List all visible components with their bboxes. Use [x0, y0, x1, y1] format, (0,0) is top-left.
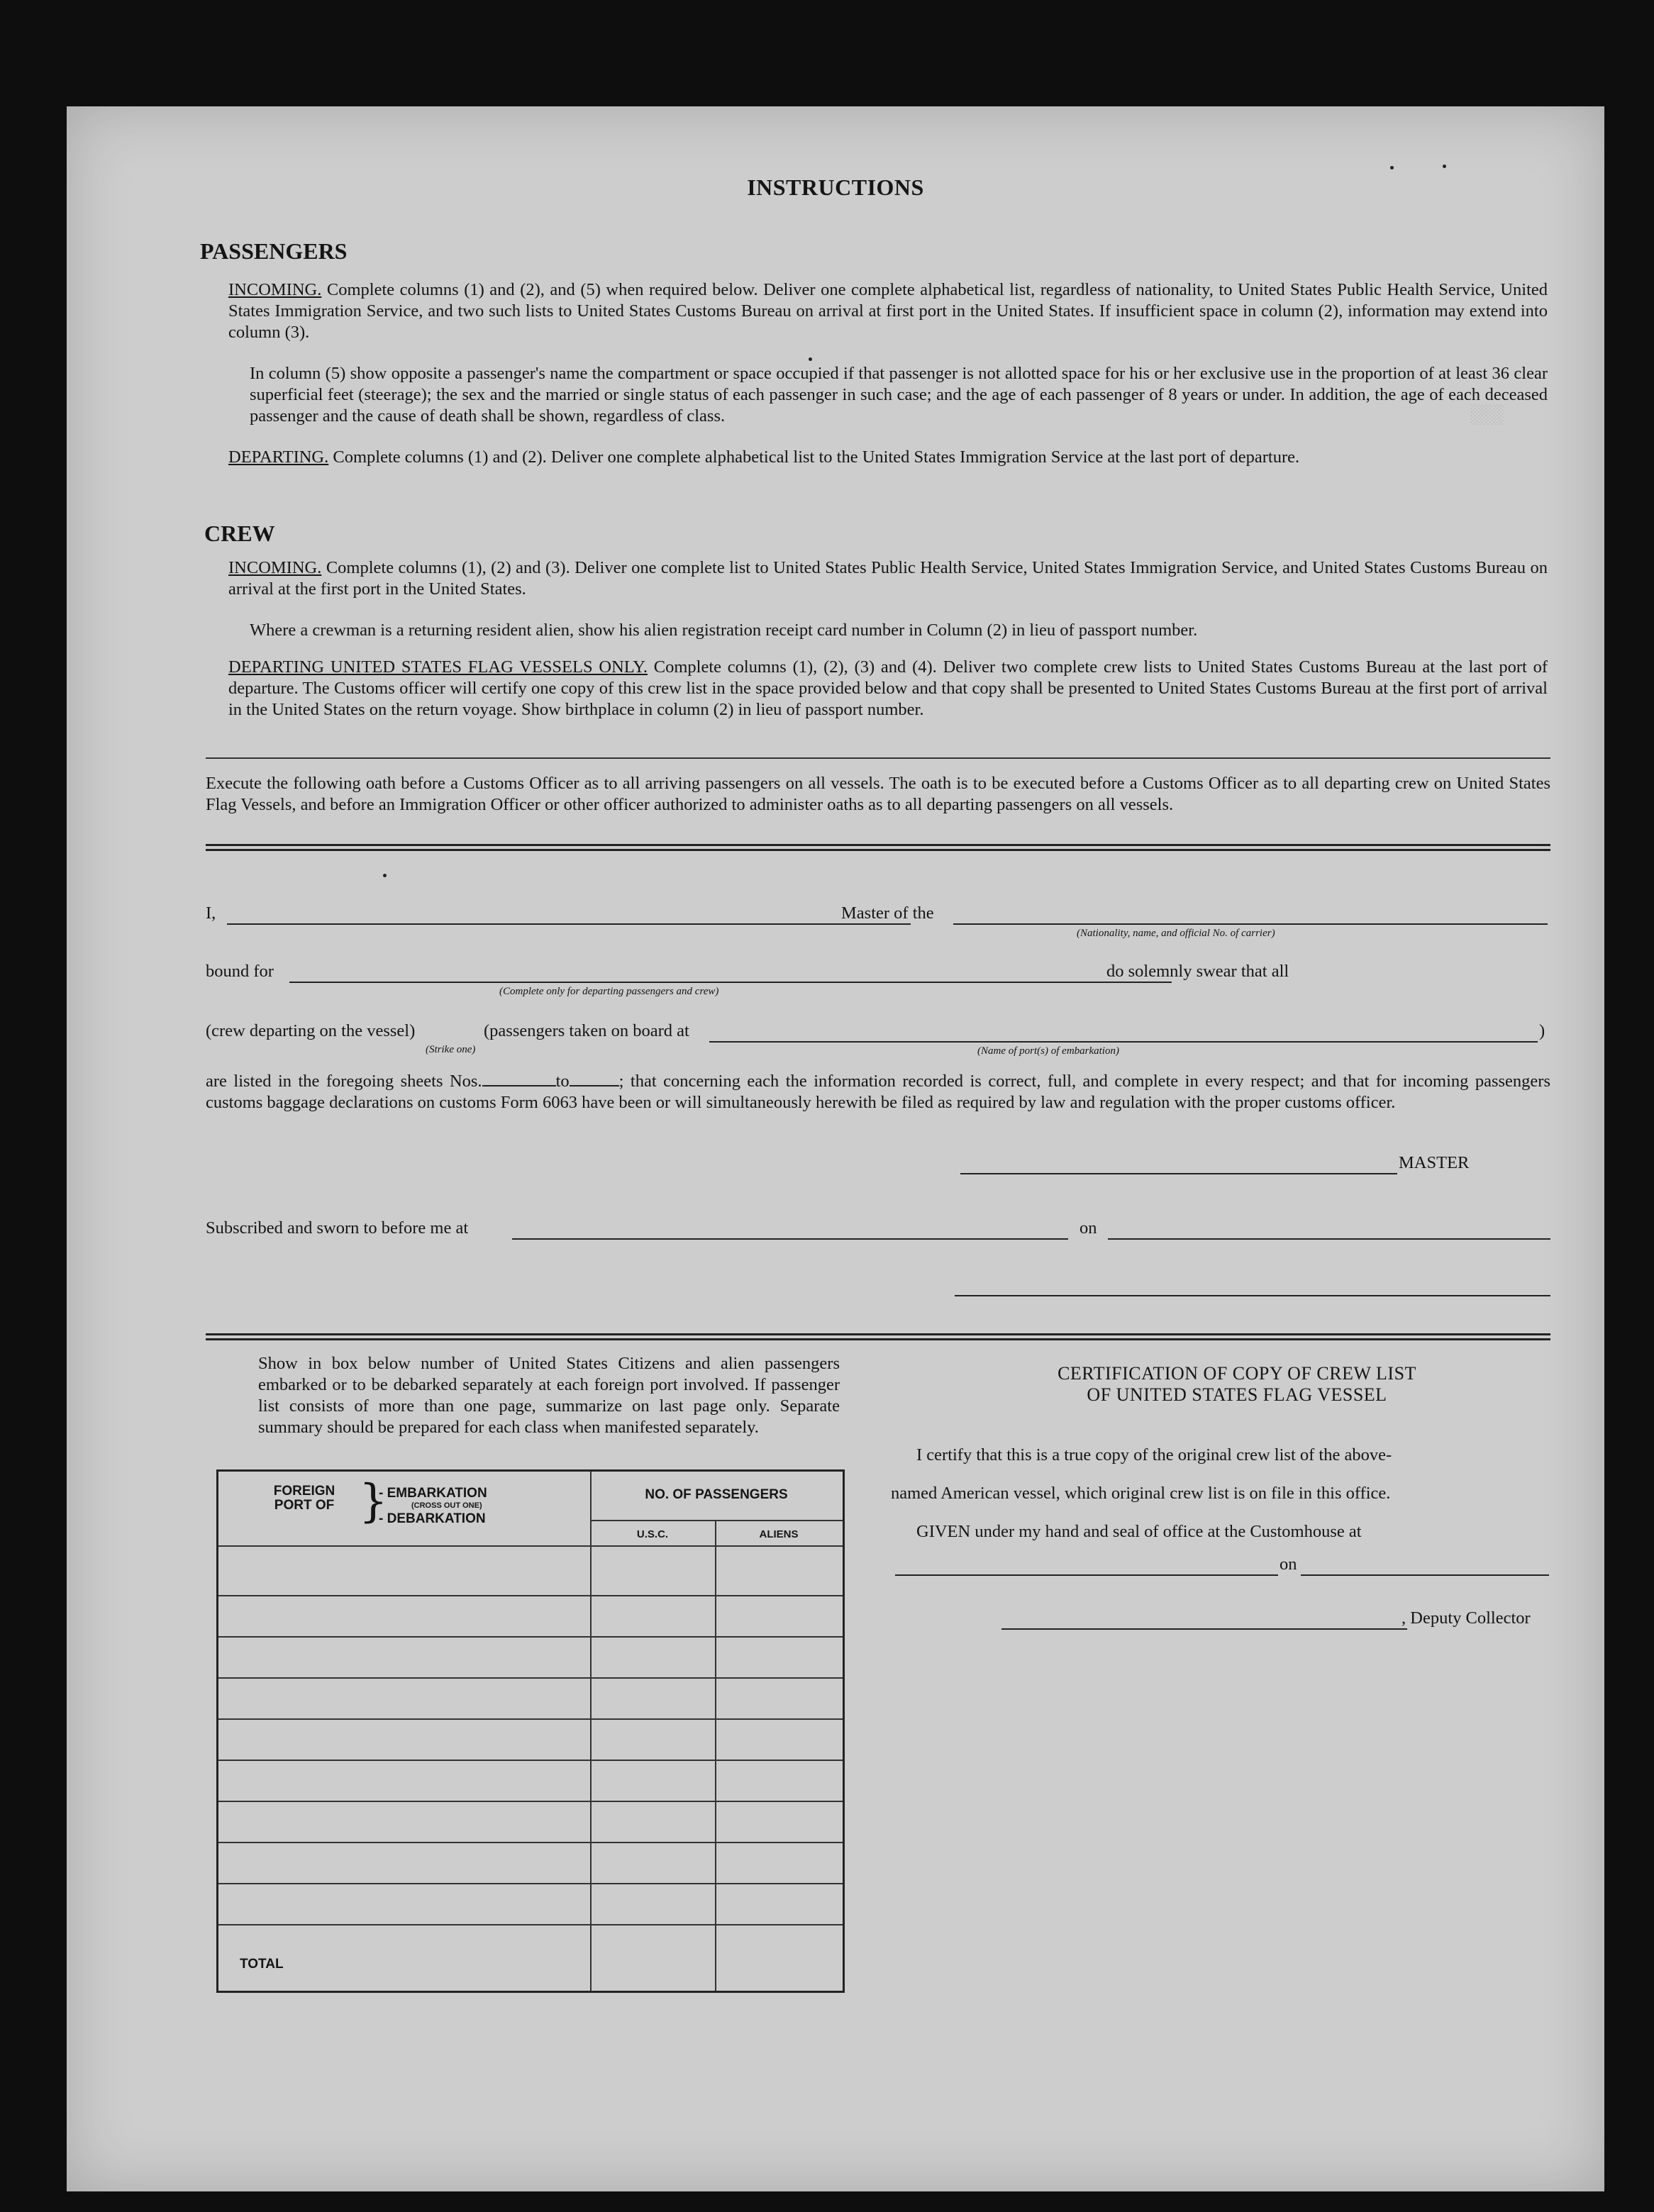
double-divider: [206, 844, 1550, 851]
passengers-incoming-paragraph: [228, 279, 1548, 343]
given-line: GIVEN under my hand and seal of office at the Customhouse at: [916, 1522, 1362, 1541]
passengers-departing-paragraph: [228, 447, 1548, 468]
ports-note: (Name of port(s) of embarkation): [977, 1045, 1119, 1057]
oath-master-of: Master of the: [841, 904, 934, 923]
passengers-column5-paragraph: In column (5) show opposite a passenger's name the compartment or space occupied if that passenger is not allotted space for his or her exclusive use in the proportion of at least 36 clear superficial feet (steerage); the sex and the married or single status of each passenger in such case; and the age of each passenger of 8 years or under. In addition, the age of each deceased passenger and the cause of death shall be shown, regardless of class.: [250, 364, 1548, 426]
document-page: ░░░ INSTRUCTIONS PASSENGERS INCOMING. Complete columns (1) and (2), and (5) when required below. Deliver one complete alphabetical list, regardless of nationality, to United States Public Health Service, United States Immigration Service, and two such lists to United States Customs Bureau on arrival at first port in the United States. If insufficient space in column (2), information may extend into column (3). In column (5) show opposite a passenger's name the compartment or space occupied if that passenger is not allotted space for his or her exclusive use in the proportion of at least 36 clear superficial feet (steerage); the sex and the married or single status of each passenger in such case; and the age of each passenger of 8 years or under. In addition, the age of each deceased passenger and the cause of death shall be shown, regardless of class. DEPARTING. Complete columns (1) and (2). Deliver one complete alphabetical list to the United States Immigration Service at the last port of departure. CREW INCOMING. Complete columns (1), (2) and (3). Deliver one complete list to United States Public Health Service, United States Immigration Service, and United States Customs Bureau on arrival at the first port in the United States. Where a crewman is a returning resident alien, show his alien registration receipt card number in Column (2) in lieu of passport number. DEPARTING UNITED STATES FLAG VESSELS ONLY. Complete columns (1), (2), (3) and (4). Deliver two complete crew lists to United States Customs Bureau at the last port of departure. The Customs officer will certify one copy of this crew list in the space provided below and that copy shall be presented to United States Customs Bureau at the first port of arrival in the United States on the return voyage. Show birthplace in column (2) in lieu of passport number. Execute the following oath before a Customs Officer as to all arriving passengers on all vessels. The oath is to be executed before a Customs Officer as to all departing crew on United States Flag Vessels, and before an Immigration Officer or other officer authorized to administer oaths as to all departing passengers on all vessels. I, Master of the (Nationality, name, and official No. of carrier) bound for (Complete only for departing passengers and crew) do solemnly swear that all (crew departing on the vessel) (Strike one) (passengers taken on board at ) (Name of port(s) of embarkation) are listed in the foregoing sheets Nos. to ; that concerning each the information recorded is correct, full, and complete in every respect; and that for incoming passengers customs baggage declarations on customs Form 6063 have been or will simultaneously herewith be filed as required by law and regulation with the proper customs officer. MASTER Subscribed and sworn to before me at on Show in box below number of United States Citizens and alien passengers embarked or to be debarked separately at each foreign port involved. If passenger list consists of more than one page, summarize on last page only. Separate summary should be prepared for each class when manifested separately. FOREIGN PORT OF } - EMBARKATION (CROSS OUT ONE) - DEBARKATION NO. OF PASSENGERS U.S.C. ALIENS TOTAL CERTIFICATION OF COPY OF CREW LIST OF UNITED STATES FLAG VESSEL I certify that this is a true copy of the original crew list of the above- named American vessel, which original crew list is on file in this office. GIVEN under my hand and seal of office at the Customhouse at on , Deputy Collector: [67, 106, 1604, 2191]
passengers-departing-text: Complete columns (1) and (2). Deliver one complete alphabetical list to the United States Immigration Service at the last port of departure.: [333, 448, 1300, 467]
certification-on-label: on: [1280, 1555, 1297, 1574]
usc-header: U.S.C.: [636, 1528, 669, 1540]
master-label: MASTER: [1399, 1153, 1470, 1172]
table-row-line: [218, 1801, 843, 1802]
carrier-note: (Nationality, name, and official No. of carrier): [1077, 928, 1275, 939]
crew-heading: CREW: [204, 521, 275, 546]
certify-line2: named American vessel, which original crew list is on file in this office.: [891, 1484, 1391, 1503]
officer-signature-field[interactable]: [955, 1295, 1550, 1296]
certify-line1: I certify that this is a true copy of the original crew list of the above-: [916, 1445, 1392, 1465]
table-row-line: [218, 1883, 843, 1884]
crew-departing-lead: DEPARTING UNITED STATES FLAG VESSELS ONLY.: [228, 657, 648, 677]
crew-incoming-lead: INCOMING.: [228, 558, 322, 577]
table-row-line: [218, 1924, 843, 1925]
no-of-passengers-header: NO. OF PASSENGERS: [645, 1487, 788, 1502]
sworn-date-field[interactable]: [1108, 1238, 1550, 1240]
oath-listed-paragraph: [206, 1071, 1550, 1113]
embarkation-ports-field[interactable]: [709, 1041, 1538, 1043]
oath-to-word: to: [555, 1072, 570, 1091]
oath-bound-for: bound for: [206, 962, 274, 981]
divider: [206, 757, 1550, 759]
total-label: TOTAL: [240, 1957, 284, 1972]
table-row-line: [218, 1677, 843, 1679]
passengers-incoming-lead: INCOMING.: [228, 280, 322, 299]
oath-intro: Execute the following oath before a Customs Officer as to all arriving passengers on all vessels. The oath is to be executed before a Customs Officer as to all departing crew on United States Flag Vessels, and before an Immigration Officer or other officer authorized to administer oaths as to all departing passengers on all vessels.: [206, 774, 1550, 814]
master-signature-field[interactable]: [960, 1173, 1397, 1174]
subscribed-label: Subscribed and sworn to before me at: [206, 1218, 469, 1238]
certification-title-line2: OF UNITED STATES FLAG VESSEL: [1087, 1384, 1387, 1405]
double-divider: [206, 1333, 1550, 1340]
table-row-line: [218, 1842, 843, 1843]
page-title: INSTRUCTIONS: [747, 174, 924, 200]
crew-incoming-paragraph: [228, 557, 1548, 600]
oath-i-label: I,: [206, 904, 216, 923]
oath-listed-rest: ; that concerning each the information recorded is correct, full, and complete in every respect; and that for incoming passengers customs baggage declarations on customs Form 6063 have been or will simultaneously herewith be filed as required by law and regulation with the proper customs officer.: [206, 1072, 1550, 1112]
customhouse-field[interactable]: [895, 1574, 1278, 1576]
brace-glyph: }: [359, 1475, 388, 1528]
table-row-line: [218, 1760, 843, 1761]
deputy-signature-field[interactable]: [1001, 1628, 1407, 1630]
carrier-field[interactable]: [953, 923, 1548, 925]
crew-incoming-text: Complete columns (1), (2) and (3). Deliver one complete list to United States Public Health Service, United States Immigration Service, and United States Customs Bureau on arrival at the first port in the United States.: [228, 558, 1548, 599]
embarkation-header: - EMBARKATION: [379, 1486, 487, 1501]
aliens-header: ALIENS: [759, 1528, 799, 1540]
sworn-on-label: on: [1079, 1218, 1097, 1238]
oath-close-paren: ): [1539, 1021, 1545, 1040]
oath-crew-departing: (crew departing on the vessel): [206, 1021, 416, 1040]
foreign-port-header: FOREIGN PORT OF: [273, 1484, 335, 1513]
passengers-departing-lead: DEPARTING.: [228, 448, 329, 467]
table-vline: [715, 1520, 716, 1991]
strike-one-note: (Strike one): [426, 1044, 476, 1055]
master-name-field[interactable]: [227, 923, 911, 925]
table-row-line: [218, 1718, 843, 1720]
table-header-split: [590, 1520, 843, 1521]
bound-for-field[interactable]: [289, 982, 1172, 983]
table-row-line: [218, 1636, 843, 1638]
debarkation-header: - DEBARKATION: [379, 1511, 486, 1526]
passengers-incoming-text: Complete columns (1) and (2), and (5) when required below. Deliver one complete alphabetical list, regardless of nationality, to United States Public Health Service, United States Immigration Service, and two such lists to United States Customs Bureau on arrival at first port in the United States. If insufficient space in column (2), information may extend into column (3).: [228, 280, 1548, 342]
summary-instructions: Show in box below number of United States Citizens and alien passengers embarked or to be debarked separately at each foreign port involved. If passenger list consists of more than one page, summarize on last page only. Separate summary should be prepared for each class when manifested separately.: [258, 1354, 840, 1437]
oath-passengers-taken: (passengers taken on board at: [484, 1021, 689, 1040]
sworn-place-field[interactable]: [512, 1238, 1068, 1240]
sheet-to-field[interactable]: [570, 1072, 619, 1086]
table-row-line: [218, 1545, 843, 1547]
cross-out-note: (CROSS OUT ONE): [411, 1501, 482, 1510]
table-row-line: [218, 1595, 843, 1596]
bound-for-note: (Complete only for departing passengers and crew): [499, 986, 719, 997]
certification-title-line1: CERTIFICATION OF COPY OF CREW LIST: [1058, 1363, 1416, 1384]
sheet-from-field[interactable]: [482, 1072, 556, 1086]
oath-swear: do solemnly swear that all: [1106, 962, 1289, 981]
table-vline: [590, 1472, 592, 1991]
crew-departing-paragraph: [228, 657, 1548, 721]
passengers-heading: PASSENGERS: [200, 238, 348, 264]
oath-listed-prefix: are listed in the foregoing sheets Nos.: [206, 1072, 482, 1091]
passenger-summary-table: [216, 1469, 845, 1993]
certification-date-field[interactable]: [1301, 1574, 1549, 1576]
deputy-collector-label: , Deputy Collector: [1402, 1608, 1531, 1628]
crew-alien-paragraph: Where a crewman is a returning resident alien, show his alien registration receipt card number in Column (2) in lieu of passport number.: [250, 621, 1198, 640]
crew-departing-text: Complete columns (1), (2), (3) and (4). Deliver two complete crew lists to United States Customs Bureau at the last port of departure. The Customs officer will certify one copy of this crew list in the space provided below and that copy shall be presented to United States Customs Bureau at the first port of arrival in the United States on the return voyage. Show birthplace in column (2) in lieu of passport number.: [228, 657, 1548, 719]
